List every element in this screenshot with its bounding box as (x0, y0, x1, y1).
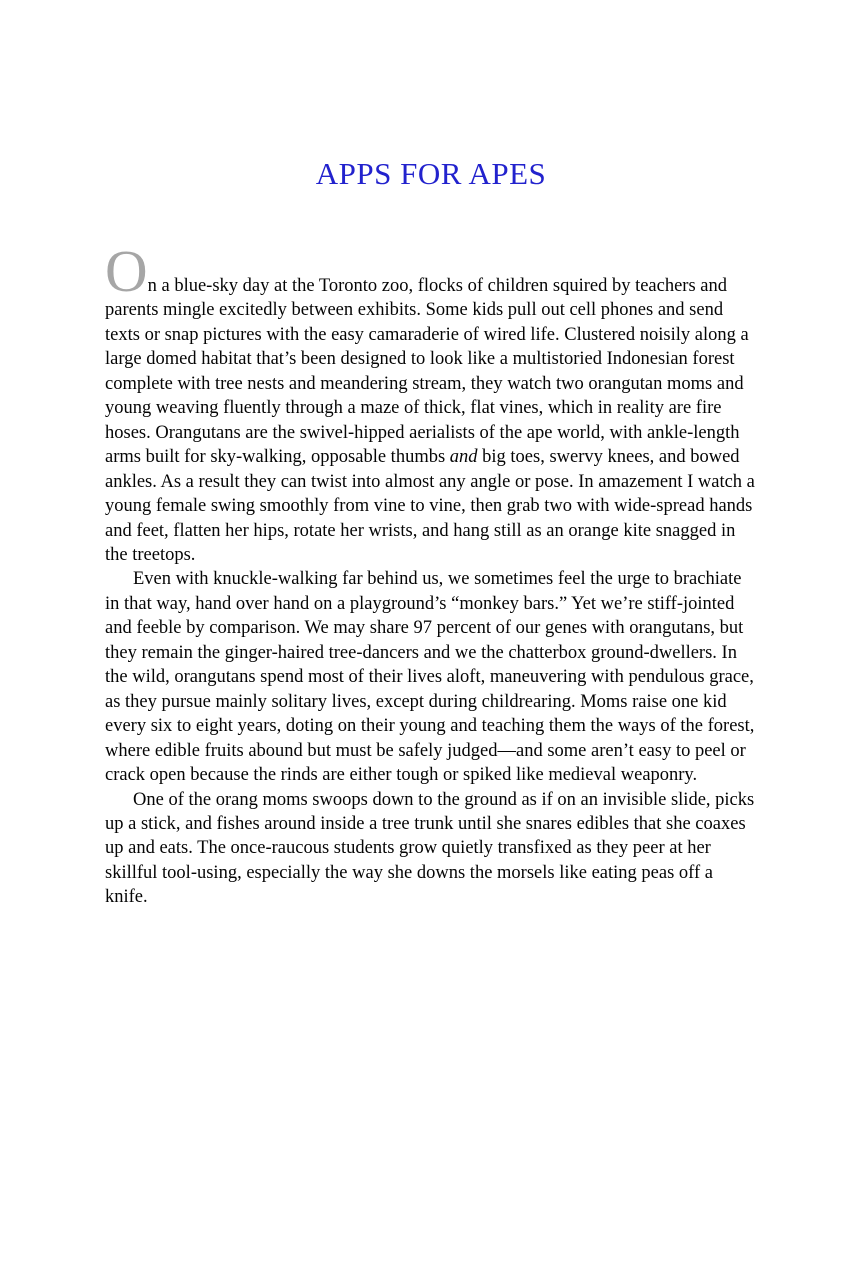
chapter-title: APPS FOR APES (315, 156, 547, 191)
paragraph-1-text-b: big toes, swervy knees, and bowed ankles. As a result they can twist into almost any angle or pose. In amazement I watch a young female swing smoothly from vine to vine, then grab two with wide-spread hands and feet, flatten her hips, rotate her wrists, and hang still as an orange kite snagged in the treetops. (105, 447, 755, 565)
paragraph-3: One of the orang moms swoops down to the ground as if on an invisible slide, picks up a stick, and fishes around inside a tree trunk until she snares edibles that she coaxes up and eats. The once-raucous students grow quietly transfixed as they peer at her skillful tool-using, especially the way she downs the morsels like eating peas off a knife. (105, 789, 755, 908)
dropcap-initial: O (105, 238, 148, 304)
paragraph-2: Even with knuckle-walking far behind us, we sometimes feel the urge to brachiate in that way, hand over hand on a playground’s “monkey bars.” Yet we’re stiff-jointed and feeble by comparison. We may share 97 percent of our genes with orangutans, but they remain the ginger-haired tree-dancers and we the chatterbox ground-dwellers. In the wild, orangutans spend most of their lives aloft, maneuvering with pendulous grace, as they pursue mainly solitary lives, except during childrearing. Moms raise one kid every six to eight years, doting on their young and teaching them the ways of the forest, where edible fruits abound but must be safely judged—and some aren’t easy to peel or crack open because the rinds are either tough or spiked like medieval weaponry. (105, 569, 755, 786)
paragraph-1-emphasis-word: and (449, 447, 478, 468)
paragraph-1 (105, 238, 757, 567)
paragraph-1-text-a: n a blue-sky day at the Toronto zoo, flocks of children squired by teachers and parents mingle excitedly between exhibits. Some kids pull out cell phones and send texts or snap pictures with the easy camaraderie of wired life. Clustered noisily along a large domed habitat that’s been designed to look like a multistoried Indonesian forest complete with tree nests and meandering stream, they watch two orangutan moms and young weaving fluently through a maze of thick, flat vines, which in reality are fire hoses. Orangutans are the swivel-hipped aerialists of the ape world, with ankle-length arms built for sky-walking, opposable thumbs (105, 276, 749, 468)
book-page (0, 158, 862, 1274)
